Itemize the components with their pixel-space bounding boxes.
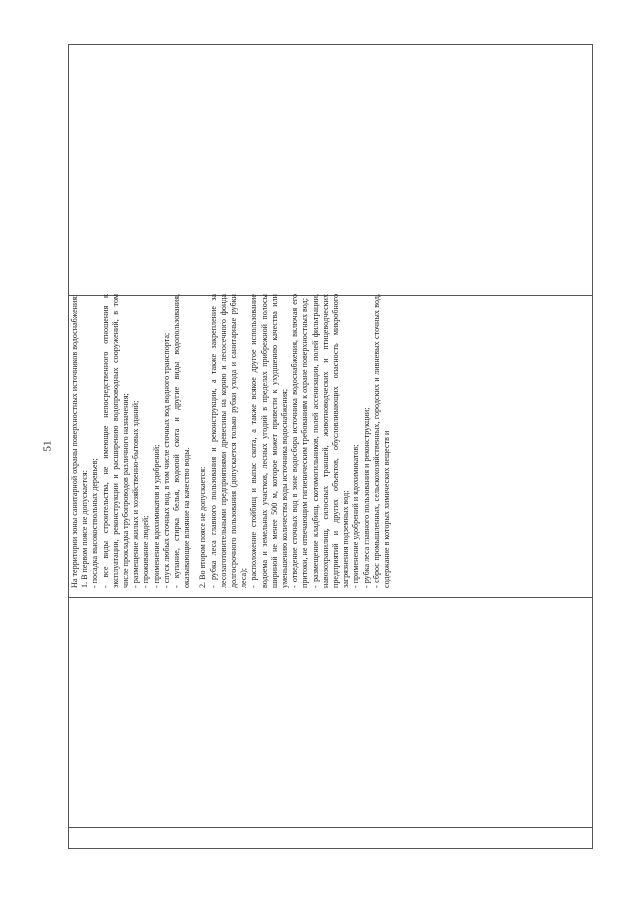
paragraph: - рубка леса главного пользования и реконструкции, а также закрепление за лесозаготовительными предприятиями древесины на корню и лесосечного фонда долгосрочного пользования (допускается только рубки ухода и санитарные рубки леса); xyxy=(208,294,249,588)
paragraph: - рубка леса главного пользования и реконструкции; xyxy=(361,407,371,588)
paragraph: 1. В первом поясе не допускается: xyxy=(80,470,90,588)
paragraph: - сброс промышленных, сельскохозяйственных, городских и ливневых сточных вод, содержание в которых химических веществ и xyxy=(371,294,392,588)
row-divider-2 xyxy=(69,597,592,598)
paragraph: На территории зоны санитарной охраны поверхностных источников водоснабжения: xyxy=(70,294,79,588)
paragraph: - расположение стойбищ и выпас скота, а также всякое другое использование водоема и земельных участков, лесных угодий в пределах прибрежной полосы шириной не менее 500 м, которое может привести к ухудшению качества или уменьшению количества воды источника водоснабжения; xyxy=(249,294,290,588)
paragraph: - применение удобрений и ядохимикатов; xyxy=(351,444,361,588)
paragraph: - посадка высокоствольных деревьев; xyxy=(90,458,100,588)
paragraph: - спуск любых сточных вод, в том числе сточных вод водного транспорта; xyxy=(161,332,171,588)
row-divider-3 xyxy=(69,827,592,828)
page-number: 51 xyxy=(41,440,54,452)
paragraph: - проживание людей; xyxy=(141,515,151,588)
paragraph: - размещение жилых и хозяйственно-бытовых зданий; xyxy=(131,400,141,588)
rotated-text-block xyxy=(70,294,592,588)
paragraph: - применение ядохимикатов и удобрений; xyxy=(151,444,161,588)
paragraph: - все виды строительства, не имеющие непосредственного отношения к эксплуатации, реконструкции и расширению водопроводных сооружений, в том числе прокладка трубопроводов различного назначения; xyxy=(100,294,131,588)
paragraph: - отведение сточных вод в зоне водосбора источника водоснабжения, включая его притоки, не отвечающим гигиеническим требованиям к охране поверхностных вод; xyxy=(290,294,310,588)
paragraph: 2. Во втором поясе не допускается: xyxy=(198,466,208,588)
paragraph: - купание, стирка белья, водопой скота и другие виды водопользования, оказывающие влияние на качество воды. xyxy=(172,294,192,588)
paragraph: - размещение кладбищ, скотомогильников, полей ассенизации, полей фильтрации, навозохранилищ, силосных траншей, животноводческих и птицеводческих предприятий и других объектов, обусловливающих опасность микробного загрязнения подземных вод; xyxy=(310,294,351,588)
